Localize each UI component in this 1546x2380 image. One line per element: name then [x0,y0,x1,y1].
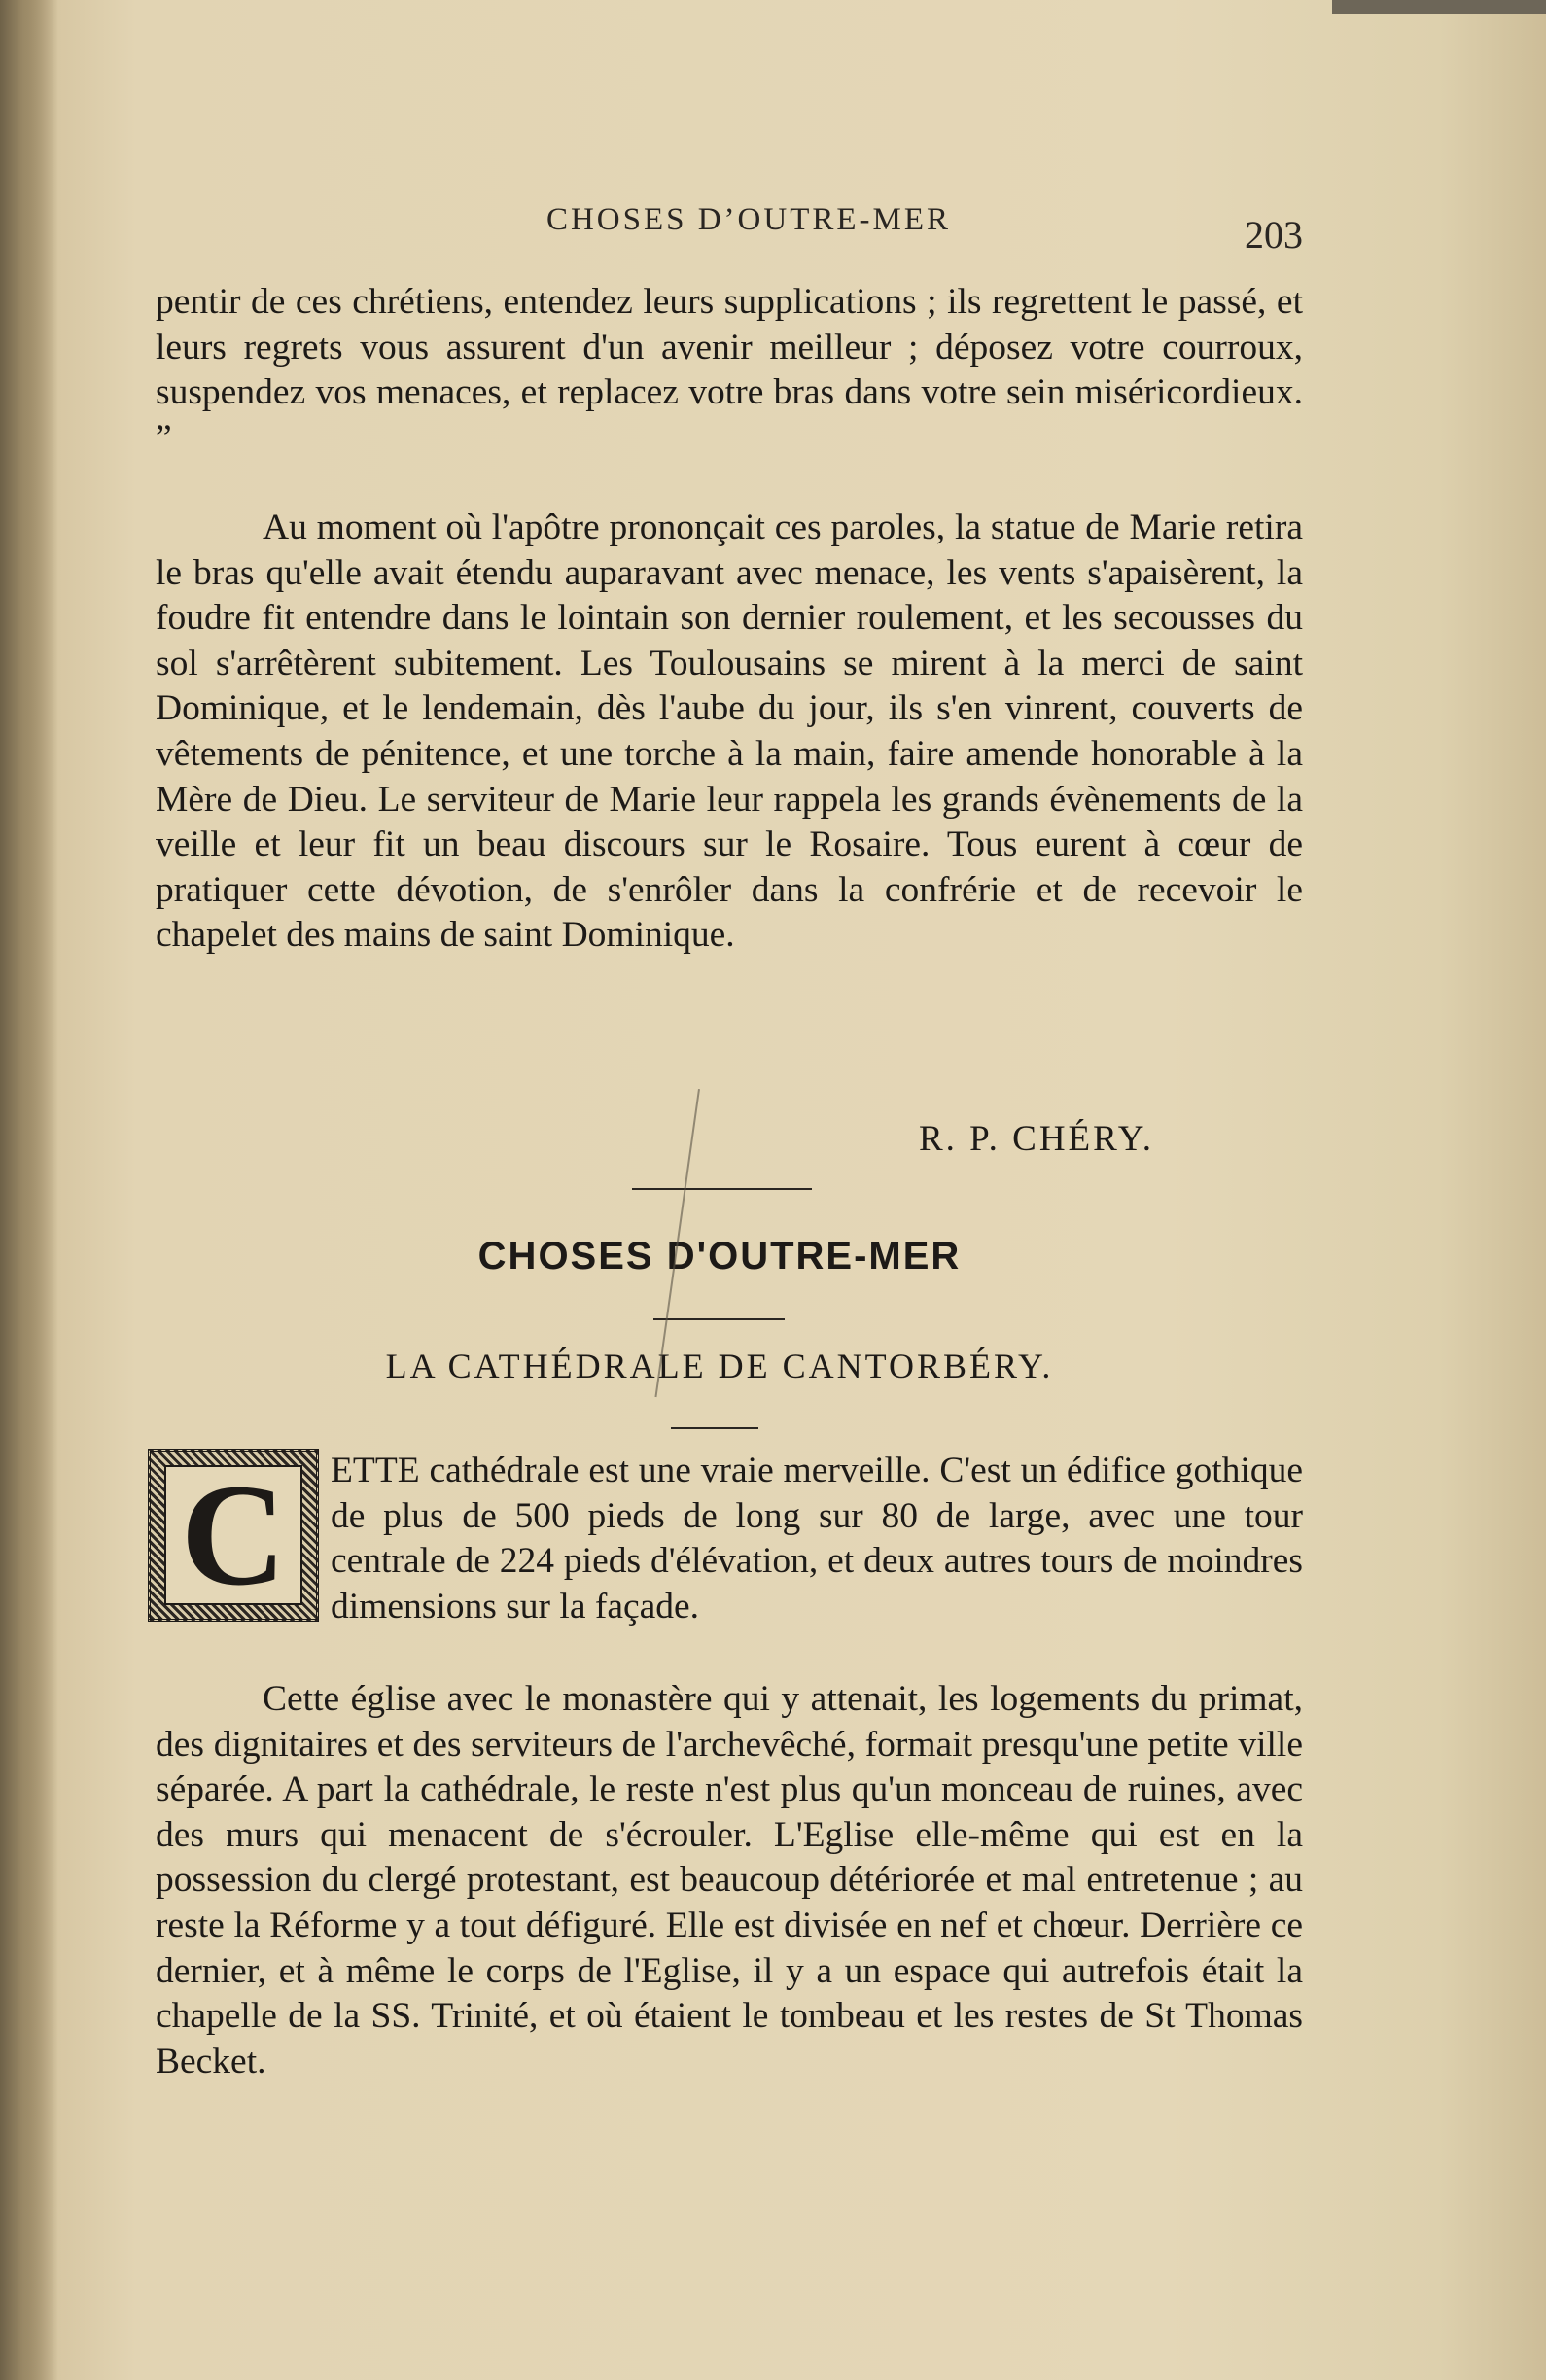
separator-rule-3 [671,1427,758,1429]
page-number: 203 [1245,213,1303,257]
page-edge [1332,0,1546,14]
paragraph-2: Au moment où l'apôtre prononçait ces paroles, la statue de Marie retira le bras qu'elle avait étendu auparavant avec menace, les vents s'apaisèrent, la foudre fit entendre dans le lointain son dernier roulement, et les secousses du sol s'arrêtèrent subitement. Les Toulousains se mirent à la merci de saint Dominique, et le lendemain, dès l'aube du jour, ils s'en vinrent, couverts de vêtements de pénitence, et une torche à la main, faire amende honorable à la Mère de Dieu. Le serviteur de Marie leur rappela les grands évènements de la veille et leur fit un beau discours sur le Rosaire. Tous eurent à cœur de pratiquer cette dévotion, de s'enrôler dans la confrérie et de recevoir le chapelet des mains de saint Dominique. [156,508,1303,956]
article-subtitle: LA CATHÉDRALE DE CANTORBÉRY. [385,1347,1054,1385]
paragraph-3 [156,1449,1303,1629]
paragraph-3-text: ETTE cathédrale est une vraie merveille. C'est un édifice gothique de plus de 500 pieds de long sur 80 de large, avec une tour centrale de 224 pieds d'élévation, et deux autres tours de moindres dimensions sur la façade. [331,1451,1303,1627]
separator-rule-2 [653,1318,785,1320]
running-head: CHOSES D’OUTRE-MER [545,202,952,237]
author-signature: R. P. CHÉRY. [919,1119,1154,1159]
page-binding-shadow [0,0,58,2380]
separator-rule-1 [632,1188,812,1190]
paragraph-4: Cette église avec le monastère qui y attenait, les logements du primat, des dignitaires et des serviteurs de l'archevêché, formait presqu'une petite ville séparée. A part la cathédrale, le reste n'est plus qu'un monceau de ruines, avec des murs qui menacent de s'écrouler. L'Eglise elle-même qui est en la possession du clergé protestant, est beaucoup détériorée et mal entretenue ; au reste la Réforme y a tout défiguré. Elle est divisée en nef et chœur. Derrière ce dernier, et à même le corps de l'Eglise, il y a un espace qui autrefois était la chapelle de la SS. Trinité, et où étaient le tombeau et les restes de St Thomas Becket. [156,1679,1303,2082]
dropcap-letter: C [180,1454,287,1616]
section-title: CHOSES D'OUTRE-MER [477,1235,962,1278]
paragraph-1: pentir de ces chrétiens, entendez leurs supplications ; ils regrettent le passé, et leurs regrets vous assurent d'un avenir meilleur ; déposez votre courroux, suspendez vos menaces, et replacez votre bras dans votre sein miséricordieux. ” [156,282,1303,458]
